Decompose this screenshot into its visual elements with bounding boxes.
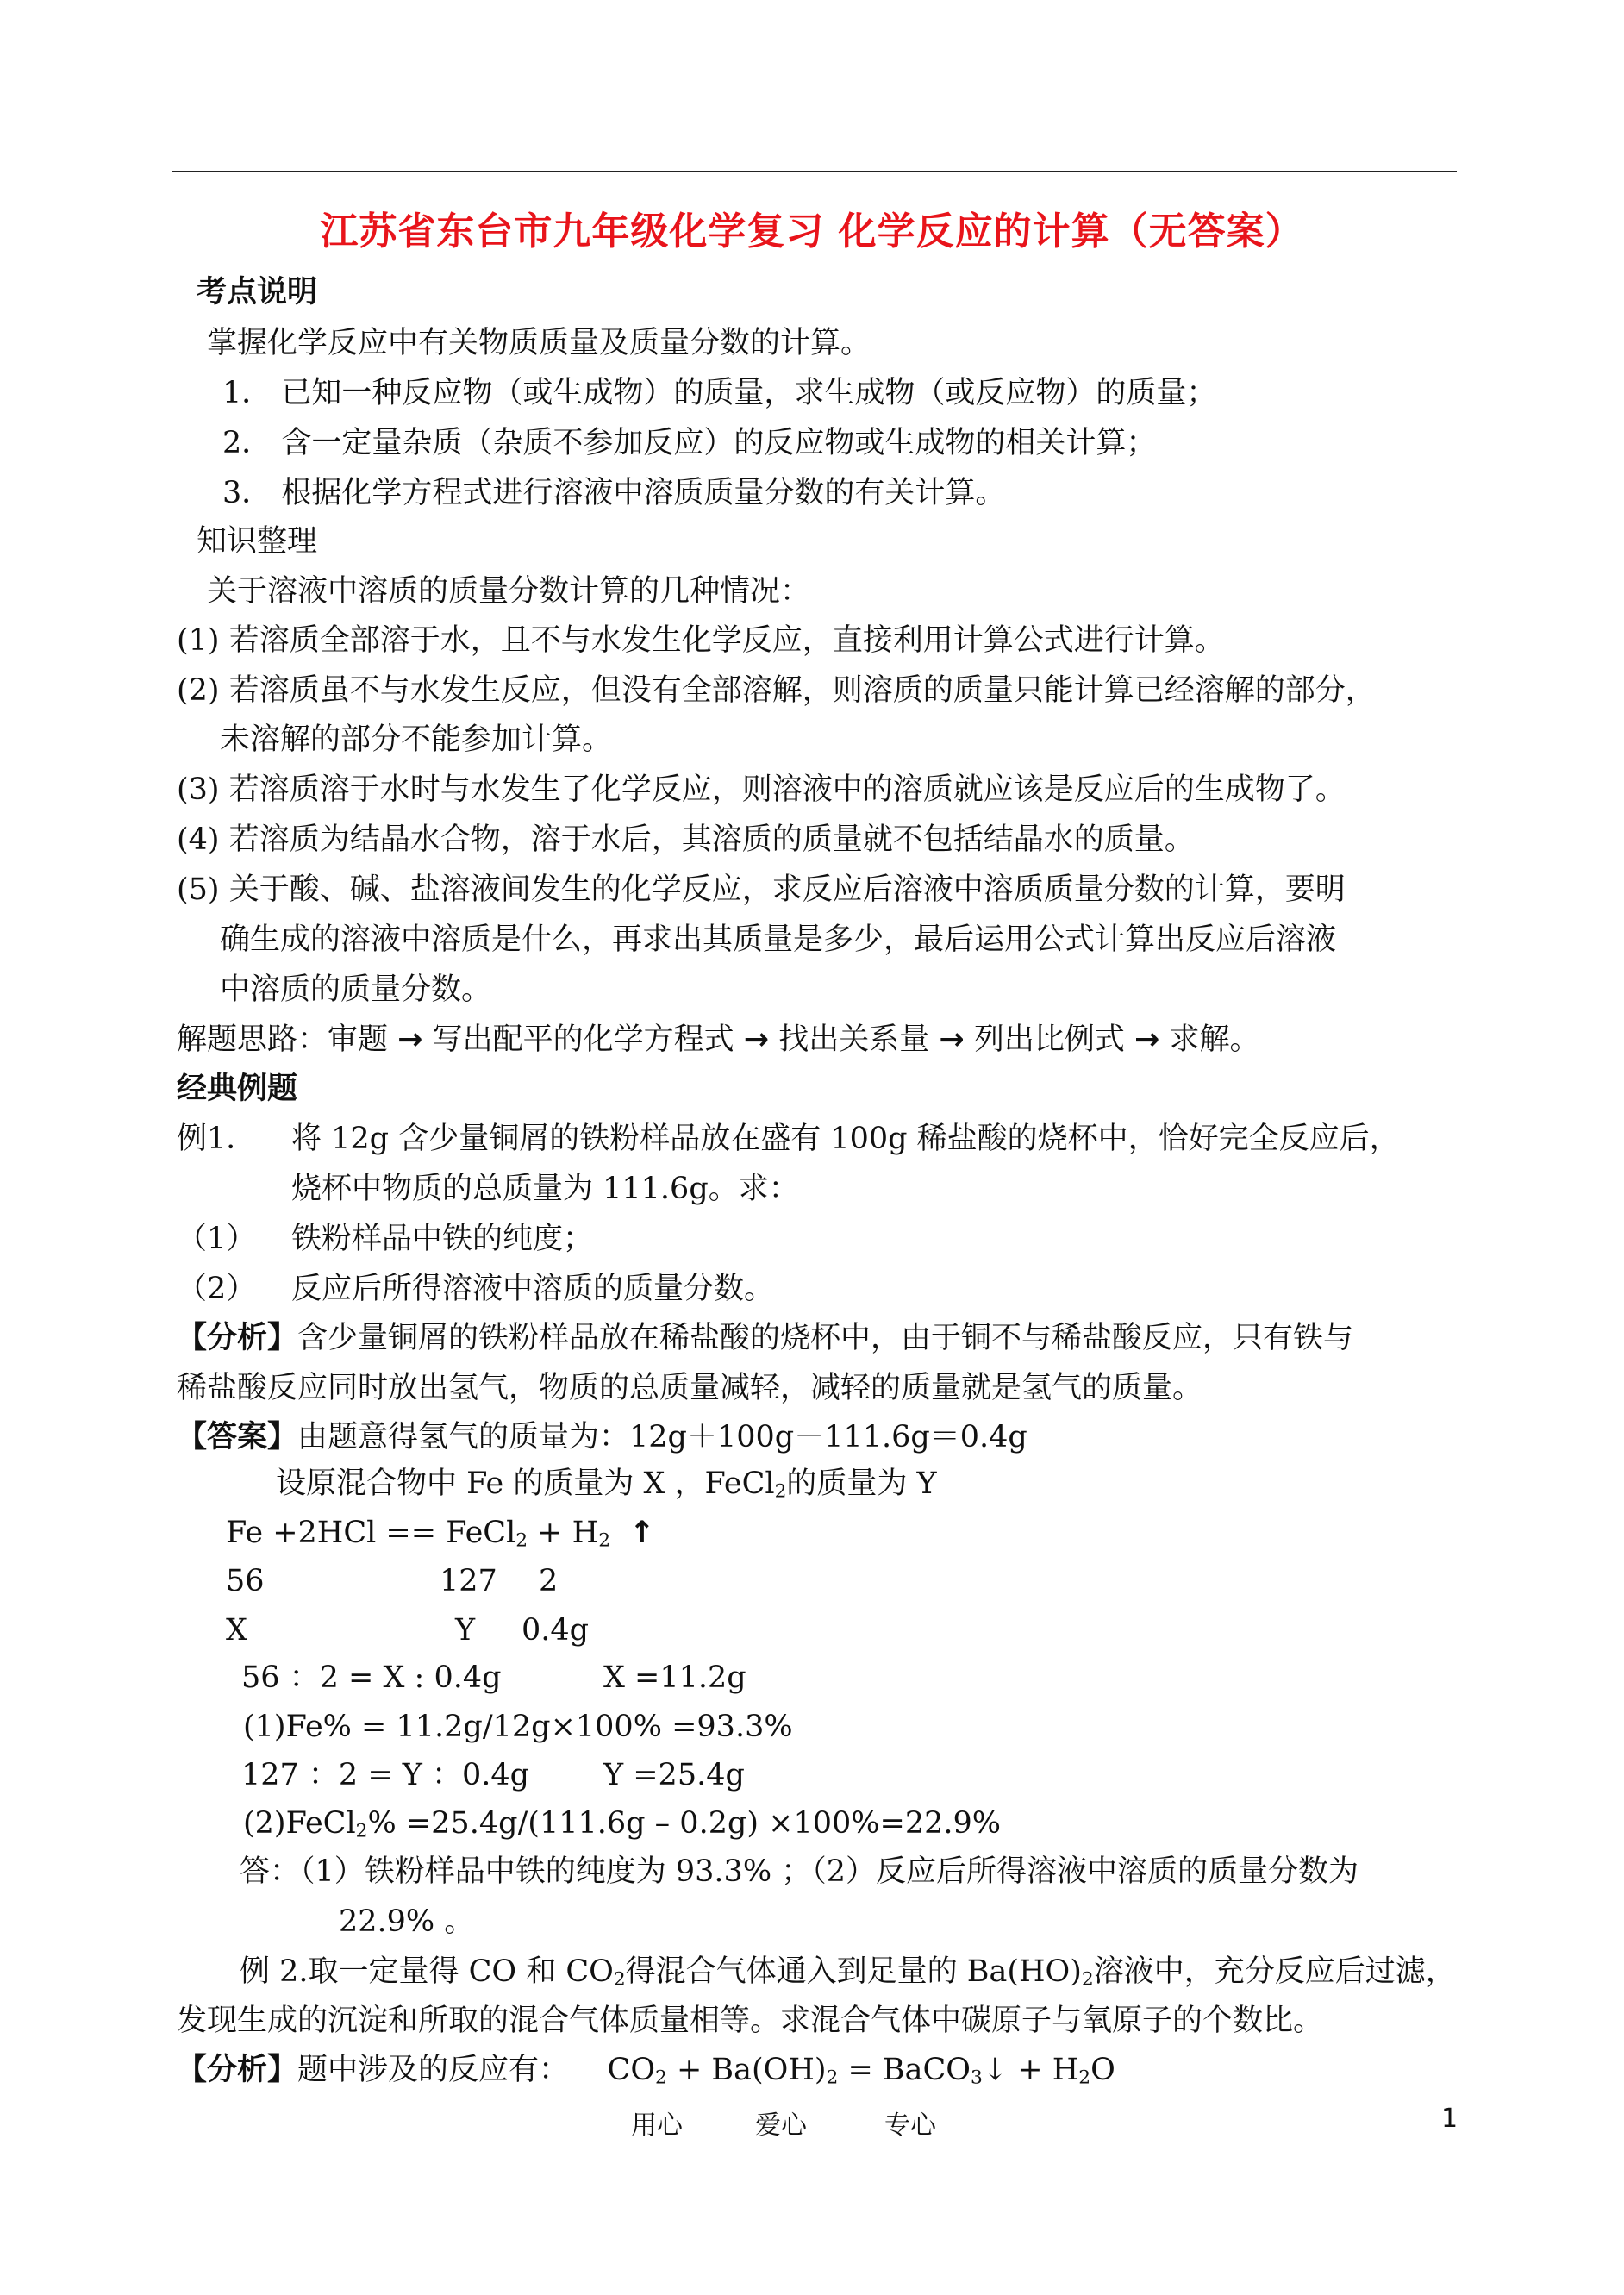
answer-text: 由题意得氢气的质量为：12g＋100g－111.6g＝0.4g	[297, 1420, 1027, 1454]
case-1: (1) 若溶质全部溶于水，且不与水发生化学反应，直接利用计算公式进行计算。	[177, 623, 1225, 658]
example-2-line-2: 发现生成的沉淀和所取的混合气体质量相等。求混合气体中碳原子与氧原子的个数比。	[177, 2004, 1324, 2038]
case-5-line-2: 确生成的溶液中溶质是什么，再求出其质量是多少，最后运用公式计算出反应后溶液	[220, 922, 1337, 957]
ratio-1-result: X =11.2g	[603, 1660, 746, 1695]
question-2-number: （2）	[177, 1272, 257, 1306]
molar-mass-fe: 56	[226, 1564, 265, 1598]
right-arrow-icon: →	[1134, 1022, 1160, 1057]
example-2-equation: $CO_2 + Ba(OH)_2$ = BaCO$_3$↓ + $H_2O$	[607, 2053, 1115, 2089]
steps-label: 解题思路：	[177, 1022, 328, 1057]
case-5-line-1: (5) 关于酸、碱、盐溶液间发生的化学反应，求反应后溶液中溶质质量分数的计算，要明	[177, 872, 1346, 907]
answer-line-1	[177, 1419, 1027, 1455]
ratio-1: 56 ：2 = X : 0.4g	[241, 1660, 502, 1695]
mass-h2: 0.4g	[522, 1613, 590, 1648]
conclusion-line-1: 答：（1）铁粉样品中铁的纯度为 93.3% ；（2）反应后所得溶液中溶质的质量分数为	[240, 1854, 1359, 1889]
result-2: (2)FeCl$_2$% =25.4g/(111.6g – 0.2g) ×100%=22.9%	[243, 1806, 1002, 1842]
page-title: 江苏省东台市九年级化学复习 化学反应的计算（无答案）	[320, 209, 1304, 253]
right-arrow-icon: →	[397, 1022, 423, 1057]
result-1: (1)Fe% = 11.2g/12g×100% =93.3%	[243, 1710, 793, 1744]
example-1-line-1: 将 12g 含少量铜屑的铁粉样品放在盛有 100g 稀盐酸的烧杯中，恰好完全反应后，	[291, 1122, 1400, 1156]
case-4: (4) 若溶质为结晶水合物，溶于水后，其溶质的质量就不包括结晶水的质量。	[177, 822, 1195, 857]
molar-mass-fecl2: 127	[440, 1564, 497, 1598]
section1-item-2: 2． 含一定量杂质（杂质不参加反应）的反应物或生成物的相关计算；	[222, 426, 1157, 460]
case-5-line-3: 中溶质的质量分数。	[220, 972, 492, 1007]
analysis-line-2: 稀盐酸反应同时放出氢气，物质的总质量减轻，减轻的质量就是氢气的质量。	[177, 1371, 1203, 1405]
molar-mass-h2: 2	[539, 1564, 559, 1598]
section-heading-zhishi: 知识整理	[197, 524, 318, 559]
section-heading-kaodian: 考点说明	[197, 274, 318, 310]
case-2-line-1: (2) 若溶质虽不与水发生反应，但没有全部溶解，则溶质的质量只能计算已经溶解的部分，	[177, 673, 1376, 708]
section1-item-3: 3． 根据化学方程式进行溶液中溶质质量分数的有关计算。	[222, 476, 1006, 510]
footer-word-3: 专心	[884, 2111, 936, 2141]
step-2: 写出配平的化学方程式	[432, 1022, 734, 1057]
step-3: 找出关系量	[778, 1022, 930, 1057]
section1-intro: 掌握化学反应中有关物质质量及质量分数的计算。	[207, 326, 871, 360]
analysis-tag: 【分析】	[177, 2052, 298, 2087]
analysis-text: 含少量铜屑的铁粉样品放在稀盐酸的烧杯中，由于铜不与稀盐酸反应，只有铁与	[297, 1321, 1354, 1355]
question-2: 反应后所得溶液中溶质的质量分数。	[291, 1272, 775, 1306]
conclusion-line-2: 22.9% 。	[339, 1904, 475, 1939]
footer-word-2: 爱心	[755, 2111, 807, 2141]
analysis-line-1	[177, 1320, 1353, 1356]
answer-tag: 【答案】	[177, 1419, 298, 1454]
right-arrow-icon: →	[743, 1022, 770, 1057]
example-2-line-1: 例 2.取一定量得 CO 和 $CO_2$得混合气体通入到足量的 $Ba(HO)_2$溶液中，充分反应后过滤，	[240, 1954, 1456, 1991]
section1-item-1: 1． 已知一种反应物（或生成物）的质量，求生成物（或反应物）的质量；	[222, 376, 1217, 410]
answer-set-variables: 设原混合物中 Fe 的质量为 X ，FeCl$_2$的质量为 Y	[276, 1466, 937, 1503]
question-1: 铁粉样品中铁的纯度；	[291, 1222, 594, 1256]
ratio-2: 127 ：2 = Y ：0.4g	[241, 1758, 530, 1792]
case-2-line-2: 未溶解的部分不能参加计算。	[220, 722, 613, 757]
unknown-y: Y	[455, 1613, 476, 1648]
footer-word-1: 用心	[631, 2111, 683, 2141]
section-heading-jingdian: 经典例题	[177, 1071, 298, 1106]
example-1-label: 例1．	[177, 1122, 257, 1156]
step-5: 求解。	[1169, 1022, 1260, 1057]
up-arrow-icon: ↑	[629, 1516, 655, 1550]
right-arrow-icon: →	[939, 1022, 965, 1057]
question-1-number: （1）	[177, 1222, 257, 1256]
reaction-equation: Fe +2HCl == FeCl$_2$ + $H_2$ ↑	[226, 1516, 655, 1552]
example-1-line-2: 烧杯中物质的总质量为 111.6g。求：	[291, 1172, 799, 1206]
case-3: (3) 若溶质溶于水时与水发生了化学反应，则溶液中的溶质就应该是反应后的生成物了。	[177, 772, 1346, 807]
ratio-2-result: Y =25.4g	[603, 1758, 745, 1792]
unknown-x: X	[226, 1613, 247, 1648]
example-2-analysis: 【分析】题中涉及的反应有： $CO_2 + Ba(OH)_2$ = BaCO$_3$↓ + $H_2O$	[177, 2052, 1115, 2089]
header-rule	[172, 171, 1457, 172]
analysis-tag: 【分析】	[177, 1320, 298, 1355]
step-4: 列出比例式	[973, 1022, 1125, 1057]
page-number: 1	[1441, 2104, 1458, 2134]
step-1: 审题	[328, 1022, 389, 1057]
solving-steps	[177, 1022, 1260, 1058]
section2-intro: 关于溶液中溶质的质量分数计算的几种情况：	[207, 574, 811, 609]
